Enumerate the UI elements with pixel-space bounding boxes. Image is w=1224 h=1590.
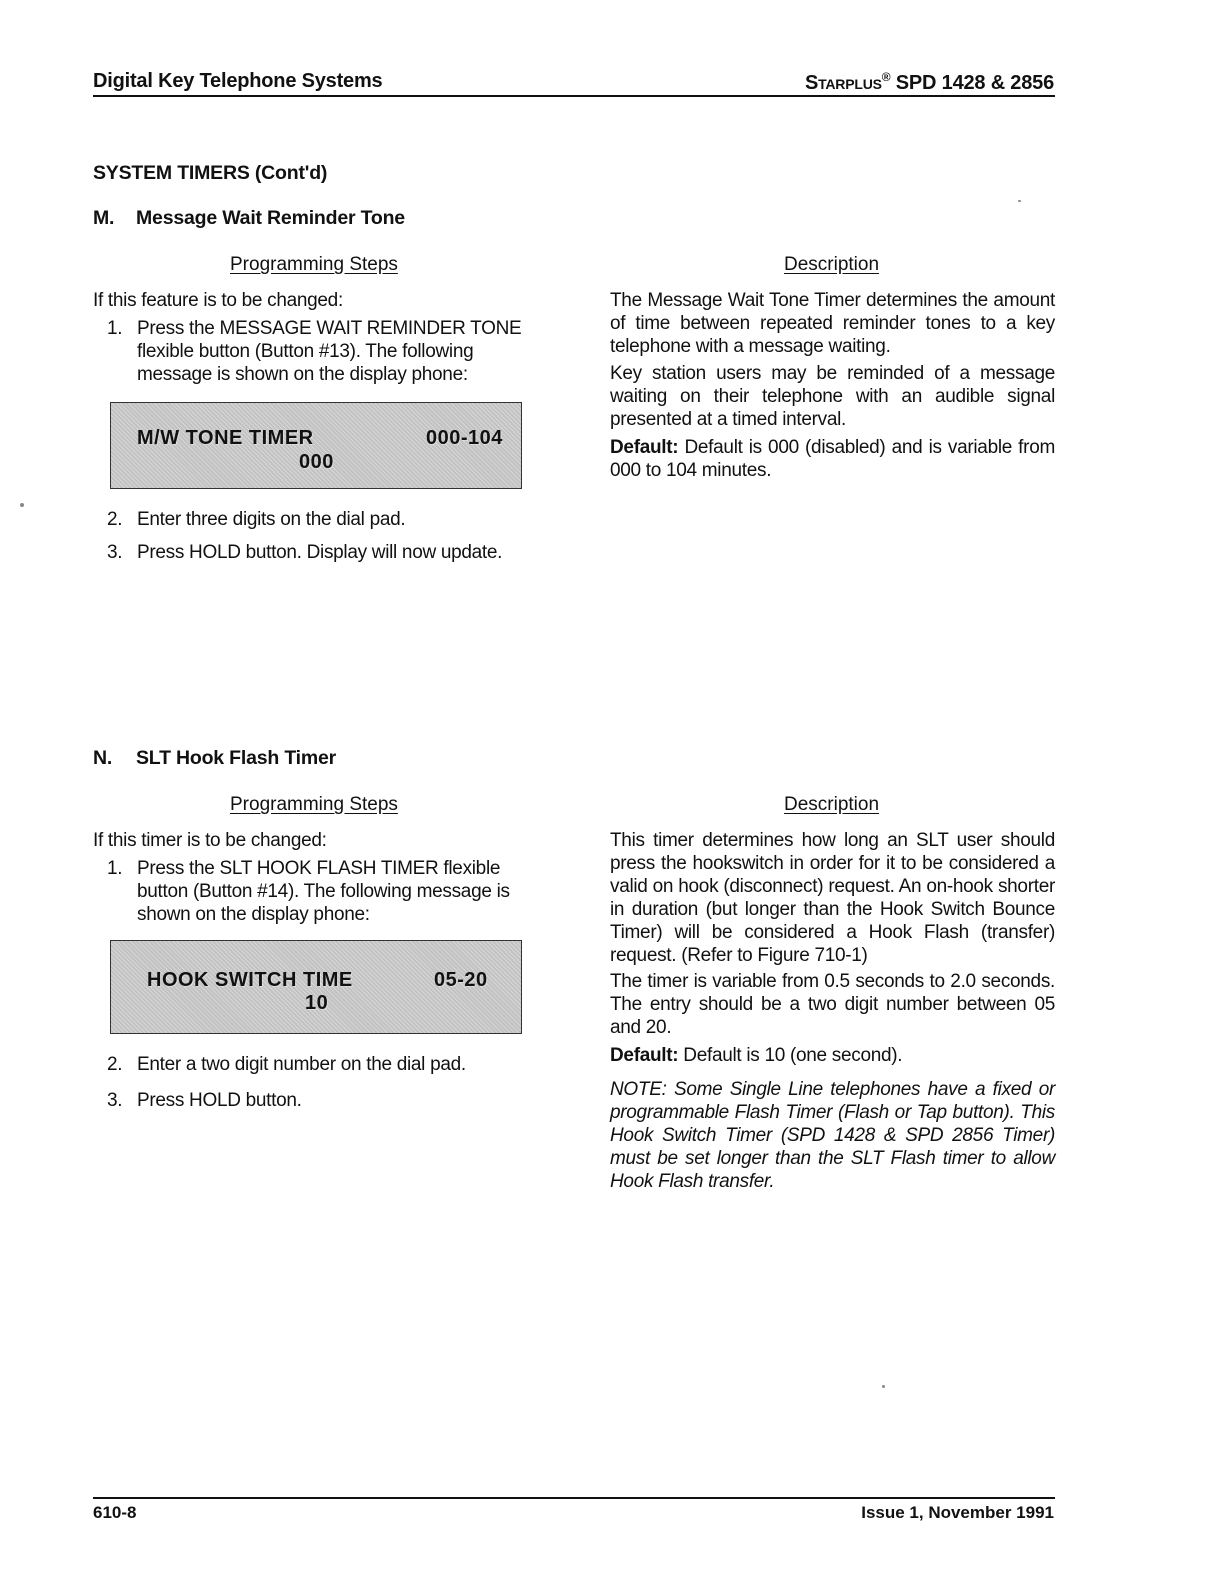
default-label: Default: — [610, 1045, 679, 1066]
section-m-description-p2: Key station users may be reminded of a message waiting on their telephone with an audible signal presented at a timed interval. — [610, 363, 1055, 430]
footer-rule — [93, 1497, 1055, 1499]
section-m-description-p1: The Message Wait Tone Timer determines the amount of time between repeated reminder tones to a key telephone with a message waiting. — [610, 290, 1055, 357]
display-range: 05-20 — [434, 969, 488, 991]
section-m-programming-heading: Programming Steps — [230, 254, 398, 275]
section-m-step-3 — [107, 541, 547, 564]
step-text: Press the MESSAGE WAIT REMINDER TONE flexible button (Button #13). The following message is shown on the display phone: — [137, 318, 522, 385]
registered-mark: ® — [881, 70, 891, 84]
display-label: HOOK SWITCH TIME — [147, 969, 353, 991]
running-header-product — [805, 70, 1054, 95]
section-m-step-2 — [107, 508, 542, 531]
model-numbers: SPD 1428 & 2856 — [895, 72, 1054, 94]
scan-speck — [882, 1385, 885, 1388]
n-display-screen — [110, 940, 522, 1034]
section-m-description-heading: Description — [784, 254, 880, 275]
step-text: Press HOLD button. — [137, 1090, 302, 1111]
section-n-description-heading: Description — [784, 794, 880, 815]
default-text: Default is 10 (one second). — [678, 1045, 903, 1066]
display-range: 000-104 — [426, 427, 503, 449]
section-n-description-p2: The timer is variable from 0.5 seconds to 2.0 seconds. The entry should be a two digit number between 05 and 20. — [610, 971, 1055, 1038]
display-value: 000 — [299, 451, 334, 473]
section-n-note: NOTE: Some Single Line telephones have a fixed or programmable Flash Timer (Flash or Tap button). This Hook Switch Timer (SPD 1428 & SPD 2856 Timer) must be set longer than the SLT Flash timer to allow Hook Flash transfer. — [610, 1079, 1055, 1192]
issue-date: Issue 1, November 1991 — [861, 1503, 1054, 1522]
section-n-letter: N. — [93, 747, 113, 769]
section-m-title: Message Wait Reminder Tone — [136, 207, 405, 229]
scan-speck — [20, 503, 24, 507]
default-text: Default is 000 (disabled) and is variable from 000 to 104 minutes. — [610, 437, 1055, 481]
display-label: M/W TONE TIMER — [137, 427, 314, 449]
display-value: 10 — [305, 992, 329, 1014]
section-n-title: SLT Hook Flash Timer — [136, 747, 337, 769]
section-n-description-p1: This timer determines how long an SLT user should press the hookswitch in order for it to be considered a valid on hook (disconnect) request. An on-hook shorter in duration (but longer than the Hook Switch Bounce Timer) will be considered a Hook Flash (transfer) request. (Refer to Figure 710-1) — [610, 830, 1055, 966]
step-number: 2. — [107, 509, 123, 530]
scan-speck — [1018, 200, 1021, 202]
section-m-default — [610, 436, 1055, 482]
step-number: 3. — [107, 542, 123, 563]
section-m-letter: M. — [93, 207, 115, 229]
default-label: Default: — [610, 437, 679, 458]
header-rule — [93, 95, 1055, 97]
section-n-step-1 — [107, 857, 542, 926]
section-n-programming-heading: Programming Steps — [230, 794, 398, 815]
step-text: Enter three digits on the dial pad. — [137, 509, 406, 530]
section-n-step-3 — [107, 1089, 542, 1112]
brand-name: Starplus — [804, 72, 882, 94]
step-number: 3. — [107, 1090, 123, 1111]
step-number: 2. — [107, 1054, 123, 1075]
page-number: 610-8 — [93, 1503, 137, 1522]
page-title: SYSTEM TIMERS (Cont'd) — [93, 162, 328, 184]
step-number: 1. — [107, 858, 123, 879]
m-display-screen — [110, 402, 522, 489]
section-n-default — [610, 1044, 1055, 1067]
section-m-step-1 — [107, 317, 542, 386]
running-header-title: Digital Key Telephone Systems — [93, 70, 383, 92]
step-number: 1. — [107, 318, 123, 339]
step-text: Enter a two digit number on the dial pad. — [137, 1054, 466, 1075]
section-m-intro: If this feature is to be changed: — [93, 290, 343, 311]
step-text: Press the SLT HOOK FLASH TIMER flexible button (Button #14). The following message is shown on the display phone: — [137, 858, 510, 925]
section-n-step-2 — [107, 1053, 547, 1076]
section-n-intro: If this timer is to be changed: — [93, 830, 327, 851]
step-text: Press HOLD button. Display will now update. — [137, 542, 503, 563]
